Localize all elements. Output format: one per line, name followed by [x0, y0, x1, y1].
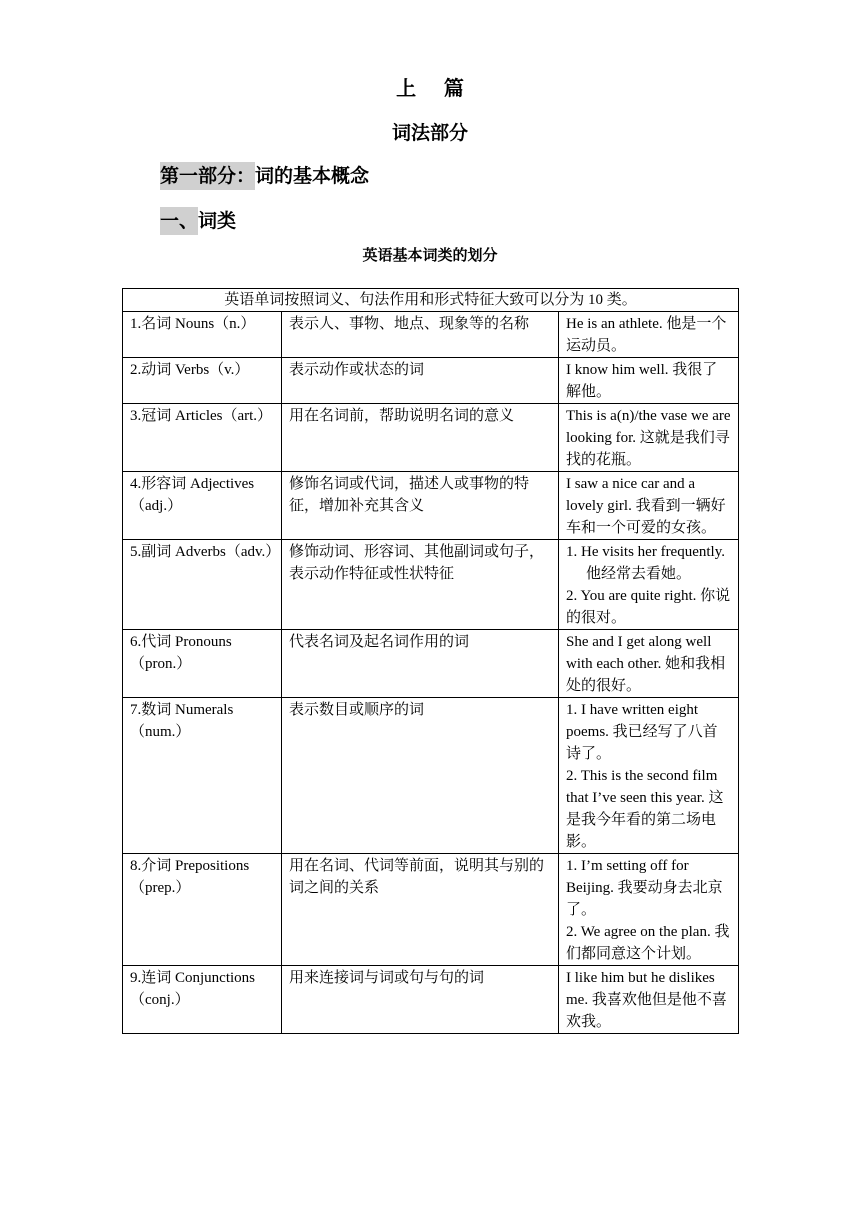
section-heading-1-highlight: 第一部分： [160, 162, 255, 190]
word-class-examples [559, 630, 739, 698]
word-class-examples [559, 312, 739, 358]
table-row [123, 630, 739, 698]
section-heading-2 [160, 206, 236, 233]
word-class-definition: 用来连接词与词或句与句的词 [282, 966, 559, 1034]
word-class-table [122, 288, 739, 1034]
example-sentence: 2. You are quite right. 你说的很对。 [566, 588, 731, 626]
example-sentence: 2. This is the second film that I’ve seen this year. 这是我今年看的第二场电影。 [566, 768, 724, 850]
word-class-examples [559, 698, 739, 854]
word-class-name: 8.介词 Prepositions（prep.） [123, 854, 282, 966]
table-row [123, 966, 739, 1034]
word-class-examples [559, 540, 739, 630]
word-class-definition: 修饰动词、形容词、其他副词或句子，表示动作特征或性状特征 [282, 540, 559, 630]
table-intro-cell: 英语单词按照词义、句法作用和形式特征大致可以分为 10 类。 [123, 289, 739, 312]
table-row [123, 358, 739, 404]
word-class-name: 9.连词 Conjunctions（conj.） [123, 966, 282, 1034]
section-heading-2-text: 词类 [198, 210, 237, 232]
example-sentence: 1. I have written eight poems. 我已经写了八首诗了。 [566, 702, 718, 762]
word-class-name: 5.副词 Adverbs（adv.） [123, 540, 282, 630]
page-subtitle: 词法部分 [391, 122, 468, 144]
section-heading-1 [160, 161, 369, 188]
word-class-name: 4.形容词 Adjectives（adj.） [123, 472, 282, 540]
example-sentence: 1. He visits her frequently. 他经常去看她。 [566, 544, 725, 582]
table-row [123, 698, 739, 854]
section-heading-1-text: 词的基本概念 [255, 165, 370, 187]
example-sentence: She and I get along well with each other. 她和我相处的很好。 [566, 634, 726, 694]
word-class-examples [559, 404, 739, 472]
table-row [123, 312, 739, 358]
word-class-definition: 用在名词、代词等前面，说明其与别的词之间的关系 [282, 854, 559, 966]
example-sentence: He is an athlete. 他是一个运动员。 [566, 316, 727, 354]
word-class-definition: 表示人、事物、地点、现象等的名称 [282, 312, 559, 358]
example-sentence: 2. We agree on the plan. 我们都同意这个计划。 [566, 924, 730, 962]
table-row [123, 540, 739, 630]
example-sentence: I saw a nice car and a lovely girl. 我看到一辆好车和一个可爱的女孩。 [566, 476, 726, 536]
example-sentence: 1. I’m setting off for Beijing. 我要动身去北京了。 [566, 858, 723, 918]
word-class-name: 1.名词 Nouns（n.） [123, 312, 282, 358]
word-class-name: 3.冠词 Articles（art.） [123, 404, 282, 472]
word-class-examples [559, 966, 739, 1034]
word-class-definition: 表示数目或顺序的词 [282, 698, 559, 854]
word-class-definition: 代表名词及起名词作用的词 [282, 630, 559, 698]
word-class-examples [559, 854, 739, 966]
table-row [123, 854, 739, 966]
word-class-examples [559, 472, 739, 540]
word-class-name: 2.动词 Verbs（v.） [123, 358, 282, 404]
word-class-name: 7.数词 Numerals（num.） [123, 698, 282, 854]
word-class-examples [559, 358, 739, 404]
word-class-definition: 修饰名词或代词，描述人或事物的特征，增加补充其含义 [282, 472, 559, 540]
example-sentence: I like him but he dislikes me. 我喜欢他但是他不喜欢我。 [566, 970, 727, 1030]
word-class-name: 6.代词 Pronouns（pron.） [123, 630, 282, 698]
word-class-definition: 用在名词前，帮助说明名词的意义 [282, 404, 559, 472]
table-row [123, 404, 739, 472]
table-caption: 英语基本词类的划分 [362, 246, 498, 264]
example-sentence: I know him well. 我很了解他。 [566, 362, 718, 400]
table-row [123, 472, 739, 540]
section-heading-2-highlight: 一、 [160, 207, 198, 235]
example-sentence: This is a(n)/the vase we are looking for. 这就是我们寻找的花瓶。 [566, 408, 731, 468]
word-class-definition: 表示动作或状态的词 [282, 358, 559, 404]
table-intro-row [123, 289, 739, 312]
page-title: 上 篇 [396, 76, 464, 100]
